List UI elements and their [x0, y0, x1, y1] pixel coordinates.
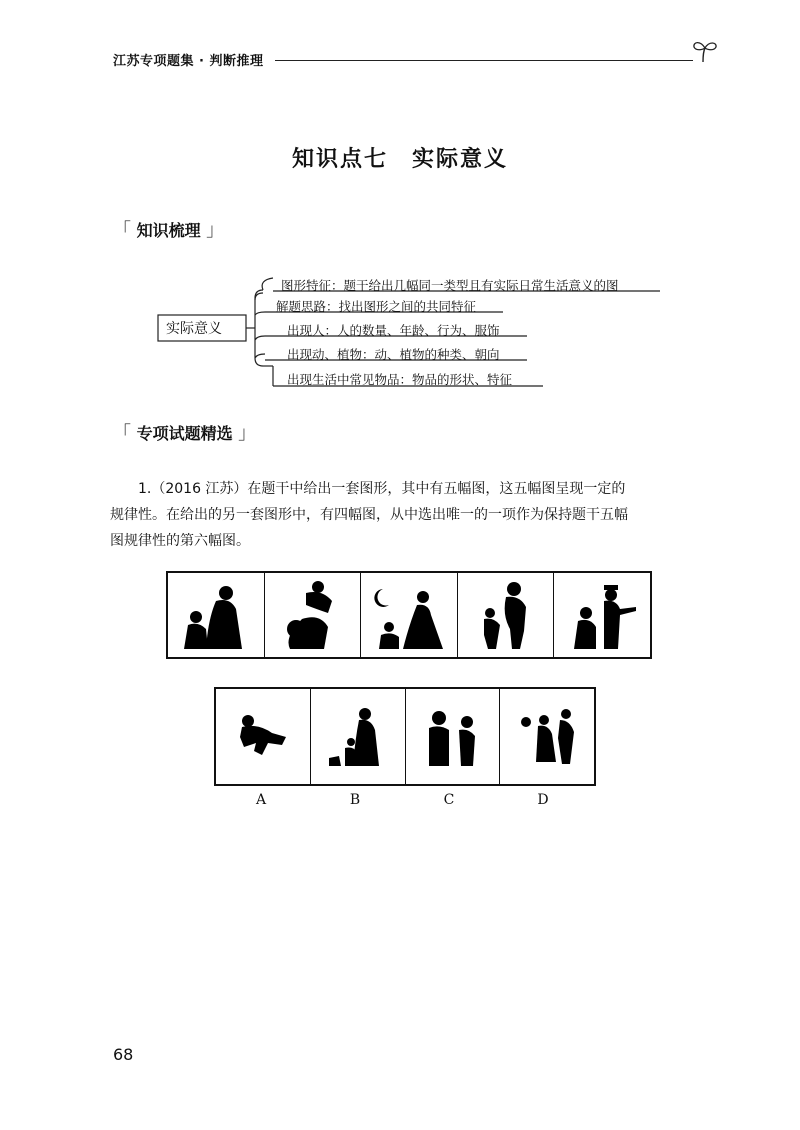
stem-figure-2: [265, 573, 362, 657]
stem-figure-1: [168, 573, 265, 657]
mindmap-branch-5: 出现生活中常见物品：物品的形状、特征: [287, 372, 513, 387]
page-title: 知识点七 实际意义: [291, 147, 508, 172]
running-header-title: 江苏专项题集 · 判断推理: [113, 54, 264, 69]
question-line: 1.（2016 江苏）在题干中给出一套图形，其中有五幅图，这五幅图呈现一定的: [138, 481, 626, 497]
stem-figure-4: [458, 573, 555, 657]
silhouette-adult-lifting-child-icon: [272, 579, 352, 651]
mindmap-branch-1: 图形特征：题干给出几幅同一类型且有实际日常生活意义的图: [281, 278, 619, 293]
page-number: 68: [113, 1045, 134, 1064]
option-figure-A[interactable]: [216, 689, 311, 784]
silhouette-dog-jumping-icon: [228, 707, 298, 767]
silhouette-man-boy-pointing-icon: [562, 579, 642, 651]
section-label: 专项试题精选: [136, 424, 233, 443]
mindmap-branch-3: 出现人：人的数量、年龄、行为、服饰: [287, 323, 500, 338]
silhouette-woman-child-moon-icon: [369, 579, 449, 651]
stem-figure-3: [361, 573, 458, 657]
mindmap-branch-2: 解题思路：找出图形之间的共同特征: [276, 299, 477, 314]
stem-figure-5: [554, 573, 650, 657]
section-heading-practice: 「 专项试题精选 」: [113, 423, 257, 444]
silhouette-mother-child-icon: [176, 579, 256, 651]
section-label: 知识梳理: [136, 221, 201, 240]
question-text: [110, 476, 710, 554]
sprout-icon: [690, 38, 720, 64]
option-label-C: C: [443, 792, 455, 808]
option-figure-D[interactable]: [500, 689, 594, 784]
mindmap-root: 实际意义: [166, 321, 222, 337]
header-rule: [275, 60, 693, 61]
option-figure-B[interactable]: [311, 689, 406, 784]
option-figure-strip: [214, 687, 596, 786]
question-line: 规律性。在给出的另一套图形中，有四幅图，从中选出唯一的一项作为保持题干五幅: [110, 507, 628, 523]
silhouette-two-people-talking-icon: [417, 702, 487, 772]
silhouette-woman-child-dog-icon: [323, 702, 393, 772]
stem-figure-strip: [166, 571, 652, 659]
question-line: 图规律性的第六幅图。: [110, 533, 250, 549]
option-figure-C[interactable]: [406, 689, 501, 784]
option-label-B: B: [349, 792, 361, 808]
option-label-A: A: [255, 792, 267, 808]
section-heading-knowledge: 「 知识梳理 」: [113, 220, 225, 241]
silhouette-children-playing-ball-icon: [512, 702, 582, 772]
silhouette-man-child-walking-icon: [466, 579, 546, 651]
mindmap-branch-4: 出现动、植物：动、植物的种类、朝向: [287, 347, 500, 362]
option-label-D: D: [537, 792, 549, 808]
